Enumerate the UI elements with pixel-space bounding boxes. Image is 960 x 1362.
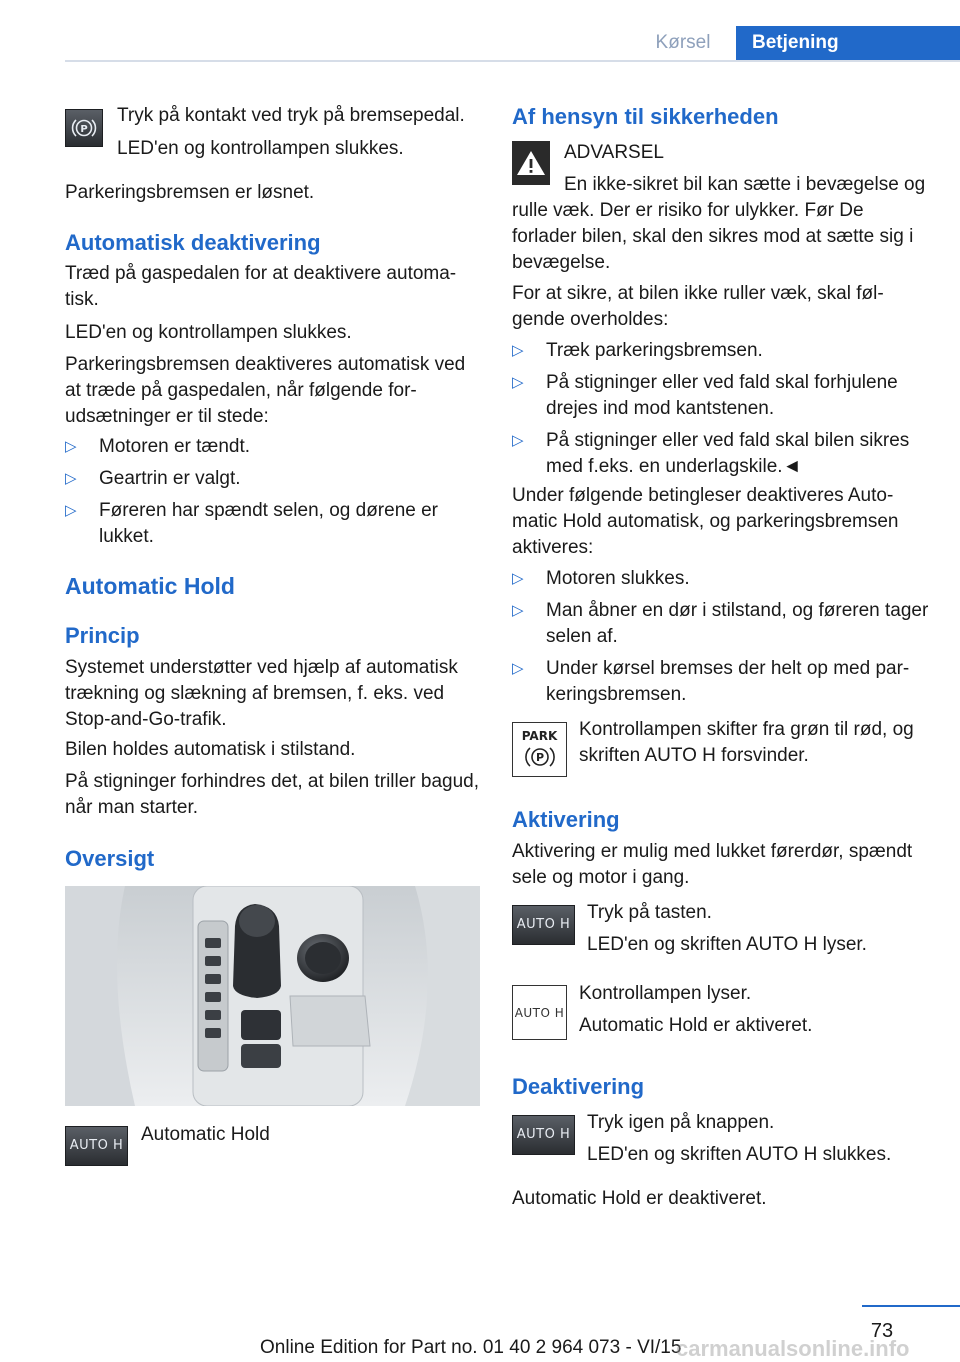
auto-deact-text-3: Parkeringsbremsen deaktiveres automatisk ved at træde på gaspedalen, når følgende for‐udsætninger er til stede:: [65, 354, 466, 427]
list-item: ▷ Føreren har spændt selen, og dørene er lukket.: [65, 500, 439, 547]
svg-text:P: P: [80, 124, 88, 135]
list-item: ▷ Geartrin er valgt.: [65, 468, 241, 489]
auto-deact-text-1: Træd på gaspedalen for at deaktivere automa‐tisk.: [65, 263, 457, 310]
warning-text: En ikke-sikret bil kan sætte i bevægelse og rulle væk. Der er risiko for ulykker. Før De forlader bilen, skal den sikres mod at sætte sig i bevægelse.: [512, 174, 926, 273]
secure-list: [512, 338, 932, 486]
icon-text-1: Tryk på kontakt ved tryk på bremsepedal.: [117, 105, 465, 126]
conditions-intro: Under følgende betingleser deaktiveres Auto‐matic Hold automatisk, og parkeringsbremsen aktiveres:: [512, 485, 899, 558]
auto-h-button-icon: AUTO H: [512, 1115, 575, 1155]
auto-deact-list: [65, 434, 485, 556]
aktivering-step-1: Tryk på tasten.: [587, 902, 712, 923]
list-item: ▷ Man åbner en dør i stilstand, og føreren tager selen af.: [512, 600, 929, 647]
list-item: ▷ Motoren slukkes.: [512, 568, 690, 589]
deaktivering-final: Automatic Hold er deaktiveret.: [512, 1188, 767, 1209]
princip-text-1: Systemet understøtter ved hjælp af automatisk trækning og slækning af bremsen, f. eks. ved Stop-and-Go-trafik.: [65, 657, 458, 730]
heading-safety: Af hensyn til sikkerheden: [512, 104, 779, 129]
princip-text-2: Bilen holdes automatisk i stilstand.: [65, 739, 356, 760]
aktivering-lamp-1: Kontrollampen lyser.: [579, 983, 752, 1004]
aktivering-lamp-2: Automatic Hold er aktiveret.: [579, 1015, 813, 1036]
footer-edition: Online Edition for Part no. 01 40 2 964 073 - VI/15: [260, 1337, 682, 1358]
icon-text-2: LED'en og kontrollampen slukkes.: [117, 138, 404, 159]
conditions-list: [512, 566, 932, 714]
secure-intro: For at sikre, at bilen ikke ruller væk, skal føl‐gende overholdes:: [512, 283, 884, 330]
center-console-image: [65, 886, 480, 1106]
tab-betjening[interactable]: Betjening: [736, 26, 960, 62]
caption-automatic-hold: Automatic Hold: [141, 1124, 270, 1145]
heading-automatic-hold: Automatic Hold: [65, 573, 235, 599]
page-number: 73: [870, 1320, 894, 1342]
list-item: ▷ Træk parkeringsbremsen.: [512, 340, 763, 361]
heading-princip: Princip: [65, 623, 140, 648]
auto-h-icon: AUTO H: [65, 1126, 128, 1166]
deaktivering-step-1: Tryk igen på knappen.: [587, 1112, 775, 1133]
list-item: ▷ Under kørsel bremses der helt op med par‐keringsbremsen.: [512, 658, 910, 705]
auto-h-button-icon: AUTO H: [512, 905, 575, 945]
list-item: ▷ På stigninger eller ved fald skal forhjulene drejes ind mod kantstenen.: [512, 372, 898, 419]
list-item: ▷ På stigninger eller ved fald skal bilen sikres med f.eks. en underlagskile.◄: [512, 430, 910, 477]
heading-auto-deactivation: Automatisk deaktivering: [65, 230, 321, 255]
park-lamp-icon: PARK P: [512, 722, 567, 777]
princip-text-3: På stigninger forhindres det, at bilen triller bagud, når man starter.: [65, 771, 480, 818]
auto-deact-text-2: LED'en og kontrollampen slukkes.: [65, 322, 352, 343]
park-lamp-text: Kontrollampen skifter fra grøn til rød, og skriften AUTO H forsvinder.: [579, 719, 914, 766]
parking-brake-icon: [65, 109, 103, 147]
deaktivering-step-2: LED'en og skriften AUTO H slukkes.: [587, 1144, 892, 1165]
warning-title: ADVARSEL: [564, 142, 664, 163]
watermark: carmanualsonline.info: [676, 1336, 910, 1361]
list-item: ▷ Motoren er tændt.: [65, 436, 251, 457]
heading-oversigt: Oversigt: [65, 846, 155, 871]
svg-text:P: P: [535, 751, 544, 764]
footer-rule: [862, 1305, 960, 1307]
tab-korsel[interactable]: Kørsel: [655, 32, 711, 53]
heading-deaktivering: Deaktivering: [512, 1074, 645, 1099]
auto-h-lamp-icon: AUTO H: [512, 985, 567, 1040]
aktivering-step-2: LED'en og skriften AUTO H lyser.: [587, 934, 867, 955]
released-text: Parkeringsbremsen er løsnet.: [65, 182, 315, 203]
heading-aktivering: Aktivering: [512, 807, 620, 832]
aktivering-text: Aktivering er mulig med lukket førerdør, spændt sele og motor i gang.: [512, 841, 913, 888]
header-rule: [65, 60, 960, 62]
